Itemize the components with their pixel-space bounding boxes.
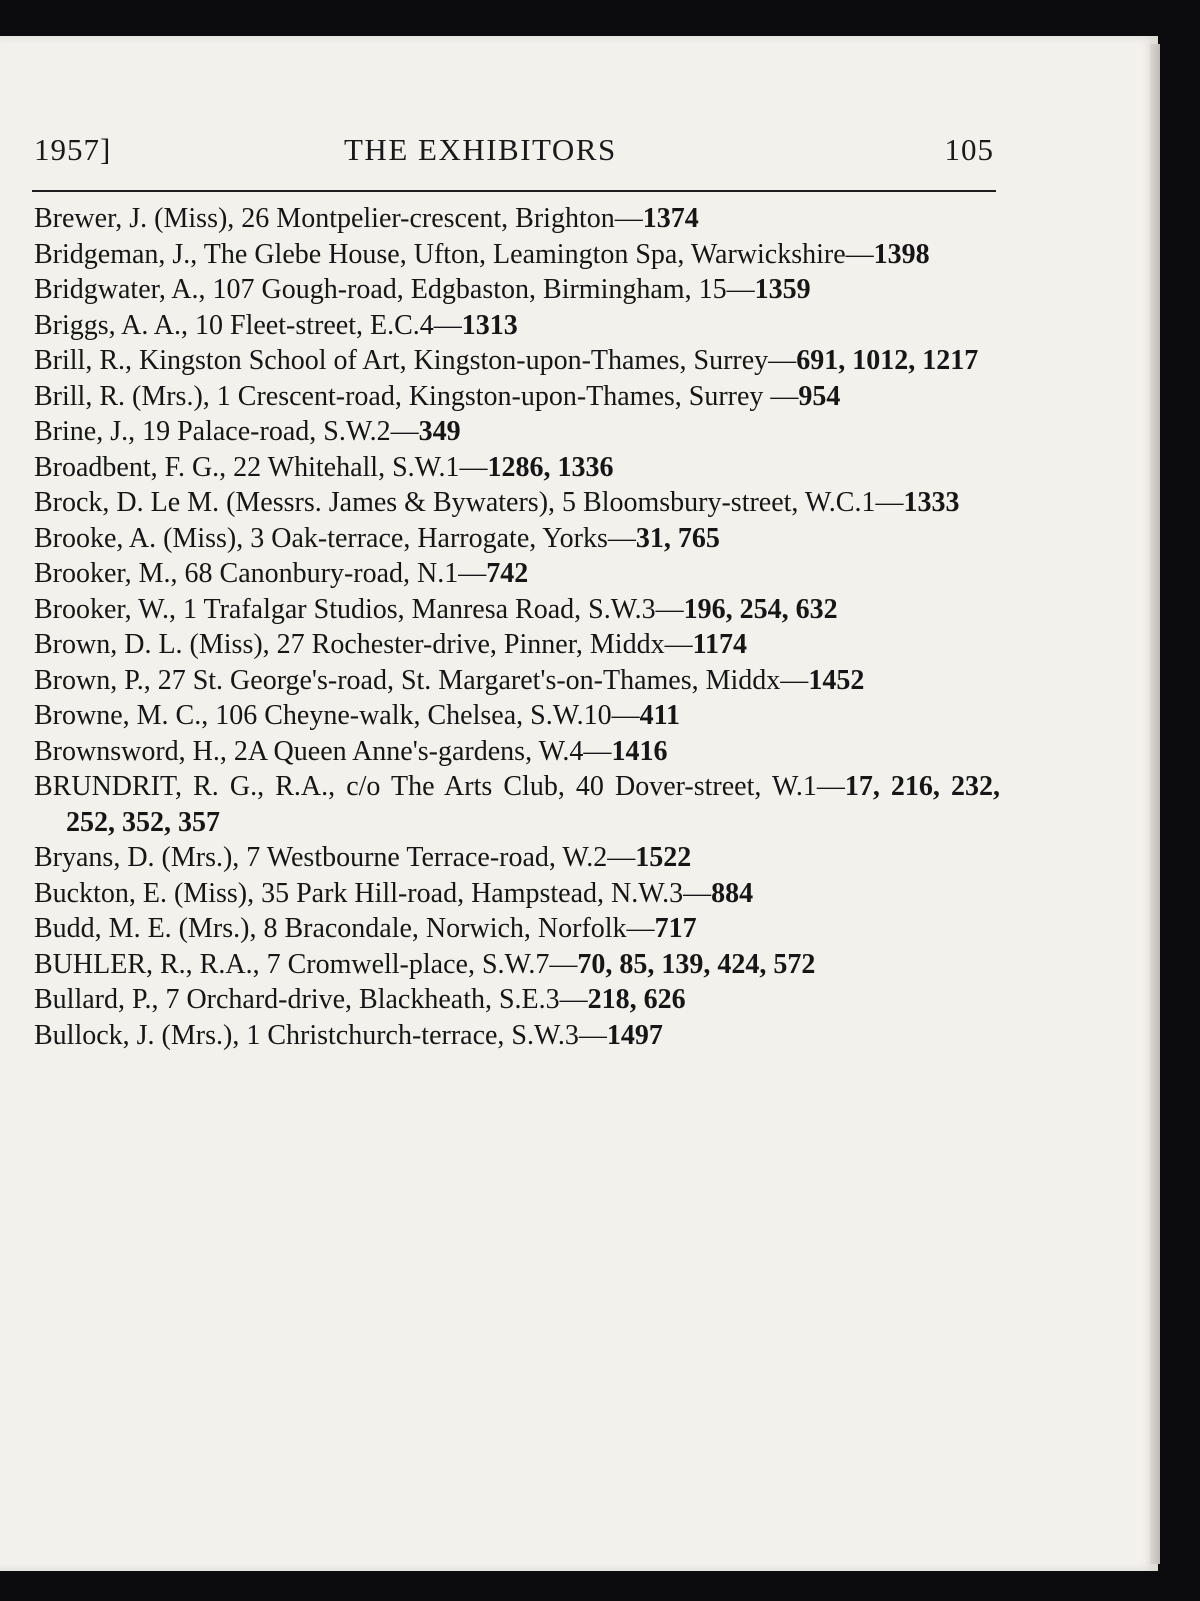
- entry-numbers: 1452: [808, 664, 865, 696]
- entry-text: Brine, J., 19 Palace-road, S.W.2—: [34, 416, 419, 447]
- entry-numbers: 1174: [692, 629, 748, 660]
- entry-numbers: 954: [798, 380, 841, 412]
- entry-numbers: 884: [711, 877, 754, 909]
- entry-numbers: 1398: [873, 238, 930, 270]
- page-number: 105: [944, 132, 994, 167]
- entry-numbers: 1359: [754, 274, 811, 305]
- entry-numbers: 1416: [611, 735, 668, 767]
- exhibitor-list: [34, 201, 1000, 1053]
- list-item: [34, 556, 1000, 592]
- entry-text: Brooker, M., 68 Canonbury-road, N.1—: [34, 558, 487, 589]
- entry-text: Brock, D. Le M. (Messrs. James & Bywaters), 5 Bloomsbury-street, W.C.1—: [34, 487, 904, 518]
- entry-text: Brown, P., 27 St. George's-road, St. Margaret's-on-Thames, Middx—: [34, 664, 809, 696]
- entry-numbers: 1286, 1336: [487, 451, 614, 483]
- entry-numbers: 31, 765: [635, 522, 720, 554]
- entry-numbers: 1522: [635, 842, 692, 873]
- list-item: [34, 379, 1000, 415]
- list-item: [34, 450, 1000, 486]
- entry-numbers: 1313: [461, 309, 518, 341]
- entry-numbers: 349: [418, 416, 461, 447]
- entry-text: BRUNDRIT, R. G., R.A., c/o The Arts Club, 40 Dover-street, W.1—: [34, 771, 845, 802]
- entry-text: Bridgeman, J., The Glebe House, Ufton, Leamington Spa, Warwickshire—: [34, 238, 874, 270]
- list-item: [34, 237, 1000, 273]
- entry-numbers: 70, 85, 139, 424, 572: [577, 948, 816, 980]
- list-item: [34, 308, 1000, 344]
- header-year: 1957]: [34, 132, 112, 167]
- list-item: [34, 663, 1000, 699]
- list-item: [34, 982, 1000, 1018]
- entry-numbers: 1497: [606, 1019, 663, 1051]
- header-rule: [32, 190, 996, 192]
- entry-numbers: 1333: [903, 487, 960, 518]
- entry-numbers: 742: [486, 558, 529, 589]
- page-edge: [1150, 44, 1160, 1564]
- entry-text: Broadbent, F. G., 22 Whitehall, S.W.1—: [34, 451, 488, 483]
- list-item: [34, 627, 1000, 663]
- header-title: THE EXHIBITORS: [344, 132, 617, 167]
- entry-text: BUHLER, R., R.A., 7 Cromwell-place, S.W.7—: [34, 948, 578, 980]
- entry-numbers: 411: [639, 700, 681, 731]
- entry-numbers: 717: [654, 913, 697, 944]
- list-item: [34, 698, 1000, 734]
- entry-numbers: 17, 216, 232, 252, 352, 357: [66, 771, 1001, 838]
- list-item: [34, 272, 1000, 308]
- list-item: [34, 734, 1000, 770]
- entry-text: Brill, R. (Mrs.), 1 Crescent-road, Kingston-upon-Thames, Surrey —: [34, 380, 799, 412]
- entry-text: Briggs, A. A., 10 Fleet-street, E.C.4—: [34, 309, 462, 341]
- entry-text: Brooke, A. (Miss), 3 Oak-terrace, Harrogate, Yorks—: [34, 522, 636, 554]
- entry-text: Brownsword, H., 2A Queen Anne's-gardens, W.4—: [34, 735, 612, 767]
- entry-numbers: 1374: [642, 203, 699, 234]
- list-item: [34, 911, 1000, 947]
- list-item: [34, 840, 1000, 876]
- entry-text: Budd, M. E. (Mrs.), 8 Bracondale, Norwich, Norfolk—: [34, 913, 655, 944]
- list-item: [34, 485, 1000, 521]
- entry-text: Bridgwater, A., 107 Gough-road, Edgbaston, Birmingham, 15—: [34, 274, 755, 305]
- entry-text: Bullock, J. (Mrs.), 1 Christchurch-terrace, S.W.3—: [34, 1019, 607, 1051]
- entry-text: Bryans, D. (Mrs.), 7 Westbourne Terrace-road, W.2—: [34, 842, 636, 873]
- list-item: [34, 414, 1000, 450]
- running-head: [34, 132, 994, 172]
- entry-text: Brill, R., Kingston School of Art, Kingston-upon-Thames, Surrey—: [34, 345, 797, 376]
- entry-text: Bullard, P., 7 Orchard-drive, Blackheath, S.E.3—: [34, 984, 588, 1015]
- list-item: [34, 769, 1000, 840]
- entry-numbers: 218, 626: [587, 984, 686, 1015]
- entry-text: Browne, M. C., 106 Cheyne-walk, Chelsea, S.W.10—: [34, 700, 640, 731]
- list-item: [34, 947, 1000, 983]
- list-item: [34, 876, 1000, 912]
- entry-numbers: 691, 1012, 1217: [796, 345, 979, 376]
- list-item: [34, 343, 1000, 379]
- entry-text: Brown, D. L. (Miss), 27 Rochester-drive, Pinner, Middx—: [34, 629, 693, 660]
- entry-text: Brewer, J. (Miss), 26 Montpelier-crescent, Brighton—: [34, 203, 643, 234]
- list-item: [34, 1018, 1000, 1054]
- list-item: [34, 521, 1000, 557]
- entry-text: Buckton, E. (Miss), 35 Park Hill-road, Hampstead, N.W.3—: [34, 877, 712, 909]
- entry-numbers: 196, 254, 632: [683, 593, 838, 625]
- entry-text: Brooker, W., 1 Trafalgar Studios, Manresa Road, S.W.3—: [34, 593, 684, 625]
- list-item: [34, 201, 1000, 237]
- list-item: [34, 592, 1000, 628]
